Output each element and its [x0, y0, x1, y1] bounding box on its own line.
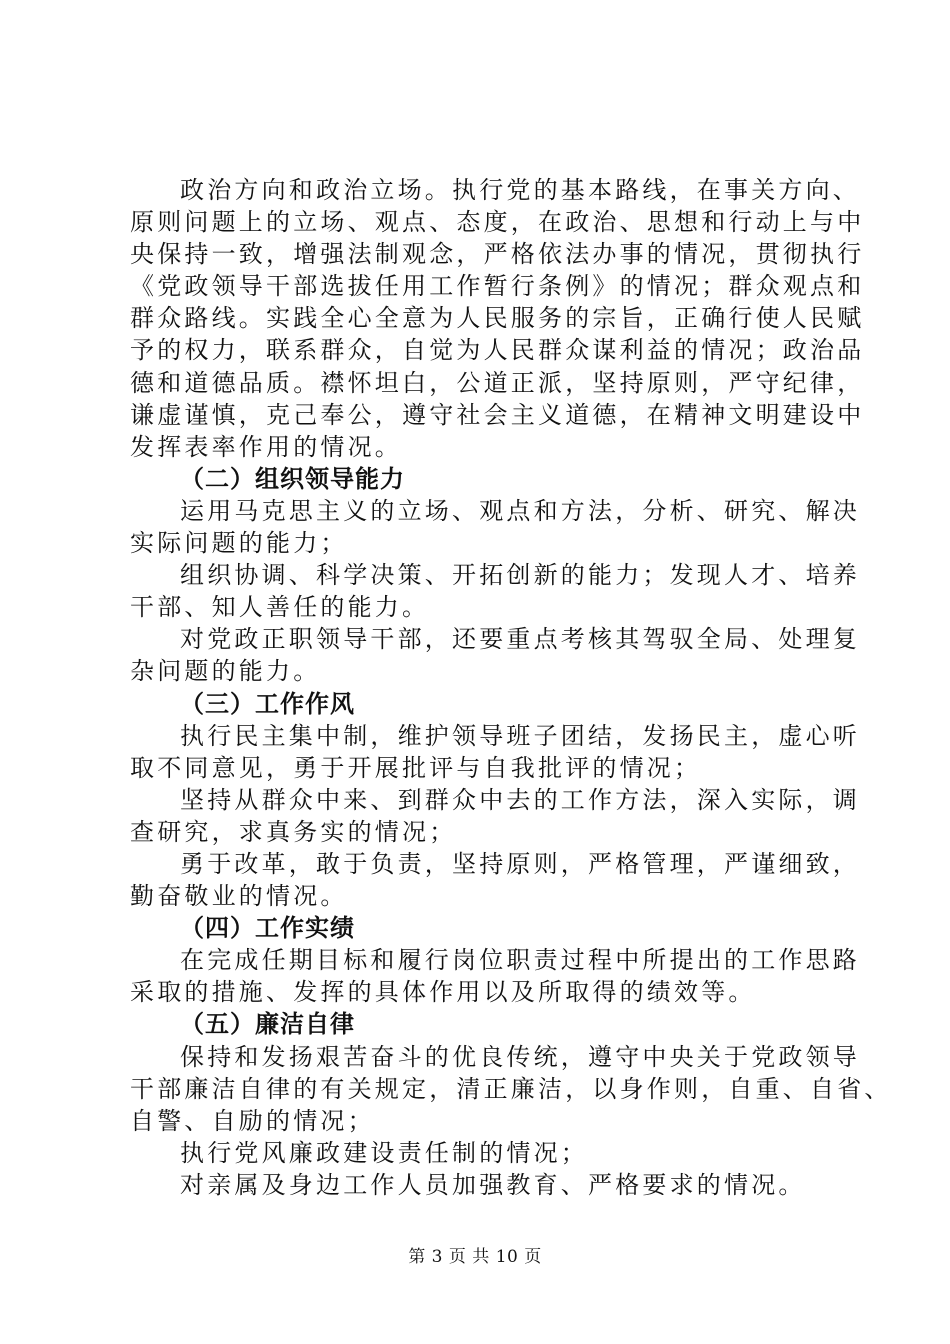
- paragraph-line: 政治方向和政治立场。执行党的基本路线，在事关方向、: [180, 176, 860, 204]
- paragraph-line: 发挥表率作用的情况。: [130, 432, 402, 461]
- page-number-footer: 第 3 页 共 10 页: [408, 1247, 542, 1267]
- paragraph-line: 实际问题的能力；: [130, 529, 348, 558]
- paragraph-line: 保持和发扬艰苦奋斗的优良传统，遵守中央关于党政领导: [180, 1042, 860, 1071]
- paragraph-line: 查研究，求真务实的情况；: [130, 817, 457, 846]
- section-heading: （四）工作实绩: [180, 914, 355, 943]
- paragraph-line: 干部廉洁自律的有关规定，清正廉洁，以身作则，自重、自省、: [130, 1074, 892, 1103]
- paragraph-line: 运用马克思主义的立场、观点和方法，分析、研究、解决: [180, 496, 860, 525]
- paragraph-line: 群众路线。实践全心全意为人民服务的宗旨，正确行使人民赋: [130, 304, 865, 333]
- paragraph-line: 对党政正职领导干部，还要重点考核其驾驭全局、处理复: [180, 625, 860, 654]
- paragraph-line: 谦虚谨慎，克己奉公，遵守社会主义道德，在精神文明建设中: [130, 400, 865, 429]
- paragraph-line: 原则问题上的立场、观点、态度，在政治、思想和行动上与中: [130, 208, 865, 237]
- section-heading: （二）组织领导能力: [180, 464, 405, 493]
- section-heading: （三）工作作风: [180, 689, 355, 718]
- section-heading: （五）廉洁自律: [180, 1010, 355, 1039]
- paragraph-line: 执行民主集中制，维护领导班子团结，发扬民主，虚心听: [180, 721, 860, 750]
- paragraph-line: 央保持一致，增强法制观念，严格依法办事的情况，贯彻执行: [130, 240, 865, 269]
- paragraph-line: 杂问题的能力。: [130, 657, 321, 686]
- paragraph-line: 取不同意见，勇于开展批评与自我批评的情况；: [130, 753, 702, 782]
- paragraph-line: 执行党风廉政建设责任制的情况；: [180, 1138, 588, 1167]
- paragraph-line: 德和道德品质。襟怀坦白，公道正派，坚持原则，严守纪律，: [130, 368, 865, 397]
- paragraph-line: 组织协调、科学决策、开拓创新的能力；发现人才、培养: [180, 561, 860, 590]
- paragraph-line: 对亲属及身边工作人员加强教育、严格要求的情况。: [180, 1170, 806, 1199]
- paragraph-line: 《党政领导干部选拔任用工作暂行条例》的情况；群众观点和: [130, 272, 865, 301]
- paragraph-line: 采取的措施、发挥的具体作用以及所取得的绩效等。: [130, 978, 756, 1007]
- paragraph-line: 予的权力，联系群众，自觉为人民群众谋利益的情况；政治品: [130, 336, 865, 365]
- paragraph-line: 勇于改革，敢于负责，坚持原则，严格管理，严谨细致，: [180, 849, 860, 878]
- paragraph-line: 干部、知人善任的能力。: [130, 593, 430, 622]
- paragraph-line: 在完成任期目标和履行岗位职责过程中所提出的工作思路: [180, 946, 860, 975]
- paragraph-line: 自警、自励的情况；: [130, 1106, 375, 1135]
- document-body: [130, 174, 892, 1201]
- paragraph-line: 勤奋敬业的情况。: [130, 882, 348, 911]
- paragraph-line: 坚持从群众中来、到群众中去的工作方法，深入实际，调: [180, 785, 860, 814]
